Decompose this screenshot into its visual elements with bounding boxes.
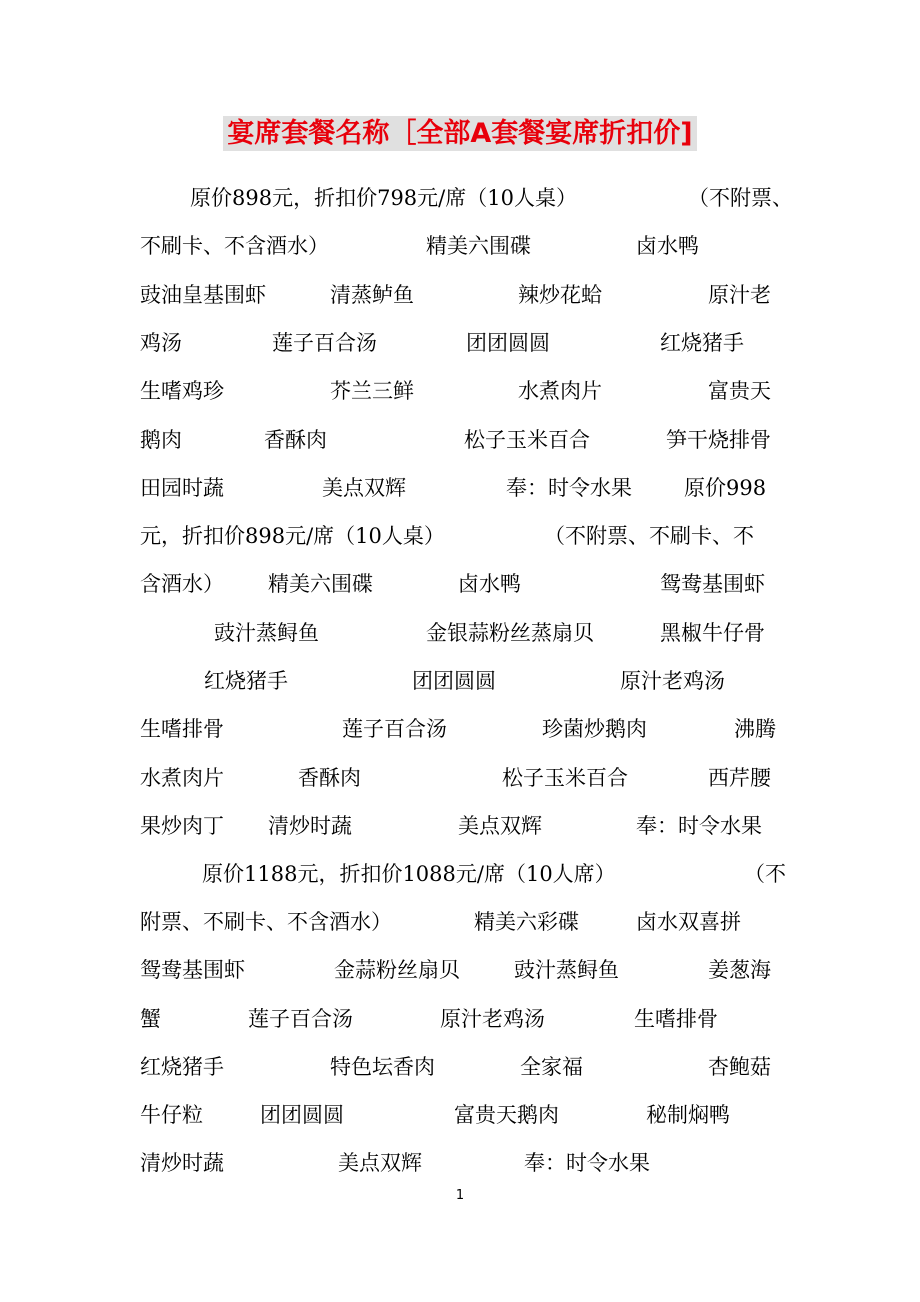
text-segment: 原汁老 xyxy=(708,283,771,307)
text-segment: 美点双辉 xyxy=(322,476,406,500)
text-line xyxy=(0,416,920,464)
text-segment: 金银蒜粉丝蒸扇贝 xyxy=(426,621,594,645)
text-line xyxy=(0,464,920,512)
text-line xyxy=(0,1139,920,1187)
text-line xyxy=(0,512,920,560)
text-line xyxy=(0,222,920,270)
text-segment: 田园时蔬 xyxy=(140,476,224,500)
text-segment: 团团圆圆 xyxy=(260,1103,344,1127)
text-segment: （不附票、不刷卡、不 xyxy=(544,524,754,548)
text-segment: 豉汁蒸鲟鱼 xyxy=(514,958,619,982)
text-segment: 生嗜排骨 xyxy=(140,717,224,741)
text-segment: 清炒时蔬 xyxy=(140,1151,224,1175)
text-segment: 鸳鸯基围虾 xyxy=(660,572,765,596)
text-segment: 蟹 xyxy=(140,1007,161,1031)
text-segment: 香酥肉 xyxy=(264,428,327,452)
text-segment: 元，折扣价898元/席（10人桌） xyxy=(140,524,445,548)
text-segment: 西芹腰 xyxy=(708,766,771,790)
text-segment: 生嗜排骨 xyxy=(634,1007,718,1031)
text-segment: 原汁老鸡汤 xyxy=(440,1007,545,1031)
text-segment: 奉：时令水果 xyxy=(506,476,632,500)
text-segment: 富贵天鹅肉 xyxy=(454,1103,559,1127)
text-line xyxy=(0,754,920,802)
text-segment: 奉：时令水果 xyxy=(636,814,762,838)
text-segment: 鸳鸯基围虾 xyxy=(140,958,245,982)
text-segment: 松子玉米百合 xyxy=(464,428,590,452)
text-segment: 奉：时令水果 xyxy=(524,1151,650,1175)
text-line xyxy=(0,271,920,319)
text-segment: 金蒜粉丝扇贝 xyxy=(334,958,460,982)
text-segment: 清蒸鲈鱼 xyxy=(330,283,414,307)
text-line xyxy=(0,367,920,415)
text-segment: 芥兰三鲜 xyxy=(330,379,414,403)
text-segment: 鹅肉 xyxy=(140,428,182,452)
text-segment: 清炒时蔬 xyxy=(268,814,352,838)
text-segment: 水煮肉片 xyxy=(140,766,224,790)
text-segment: 豉汁蒸鲟鱼 xyxy=(214,621,319,645)
text-segment: 秘制焖鸭 xyxy=(646,1103,730,1127)
text-line xyxy=(0,174,920,222)
text-segment: 含酒水） xyxy=(140,572,224,596)
text-segment: 卤水鸭 xyxy=(636,234,699,258)
text-segment: 生嗜鸡珍 xyxy=(140,379,224,403)
text-line xyxy=(0,995,920,1043)
text-line xyxy=(0,946,920,994)
text-segment: 卤水双喜拼 xyxy=(636,910,741,934)
text-line xyxy=(0,609,920,657)
text-line xyxy=(0,705,920,753)
text-segment: 原价998 xyxy=(684,476,767,500)
text-segment: 莲子百合汤 xyxy=(248,1007,353,1031)
text-segment: 果炒肉丁 xyxy=(140,814,224,838)
text-segment: 豉油皇基围虾 xyxy=(140,283,266,307)
title-text: 宴席套餐名称［全部A套餐宴席折扣价] xyxy=(223,116,696,151)
text-segment: 姜葱海 xyxy=(708,958,771,982)
text-line xyxy=(0,1043,920,1091)
text-segment: 原价898元，折扣价798元/席（10人桌） xyxy=(190,186,577,210)
text-line xyxy=(0,560,920,608)
text-segment: 美点双辉 xyxy=(338,1151,422,1175)
text-segment: 团团圆圆 xyxy=(412,669,496,693)
text-line xyxy=(0,657,920,705)
text-segment: 莲子百合汤 xyxy=(342,717,447,741)
text-segment: 沸腾 xyxy=(734,717,776,741)
text-line xyxy=(0,1091,920,1139)
text-segment: 附票、不刷卡、不含酒水） xyxy=(140,910,392,934)
text-segment: （不 xyxy=(744,862,786,886)
text-segment: 全家福 xyxy=(520,1055,583,1079)
text-segment: 杏鲍菇 xyxy=(708,1055,771,1079)
text-line xyxy=(0,898,920,946)
text-segment: 香酥肉 xyxy=(298,766,361,790)
text-segment: 富贵天 xyxy=(708,379,771,403)
text-segment: 精美六围碟 xyxy=(268,572,373,596)
text-line xyxy=(0,319,920,367)
text-segment: 特色坛香肉 xyxy=(330,1055,435,1079)
text-segment: 黑椒牛仔骨 xyxy=(660,621,765,645)
text-segment: 原价1188元，折扣价1088元/席（10人席） xyxy=(202,862,616,886)
text-segment: 精美六围碟 xyxy=(426,234,531,258)
text-segment: 卤水鸭 xyxy=(458,572,521,596)
text-segment: 辣炒花蛤 xyxy=(518,283,602,307)
text-segment: 团团圆圆 xyxy=(466,331,550,355)
text-line xyxy=(0,802,920,850)
text-segment: 美点双辉 xyxy=(458,814,542,838)
text-segment: 笋干烧排骨 xyxy=(666,428,771,452)
text-segment: 水煮肉片 xyxy=(518,379,602,403)
text-segment: 红烧猪手 xyxy=(204,669,288,693)
text-segment: （不附票、 xyxy=(688,186,793,210)
text-segment: 莲子百合汤 xyxy=(272,331,377,355)
text-segment: 红烧猪手 xyxy=(140,1055,224,1079)
text-segment: 牛仔粒 xyxy=(140,1103,203,1127)
text-segment: 鸡汤 xyxy=(140,331,182,355)
page-number: 1 xyxy=(455,1188,465,1203)
text-segment: 不刷卡、不含酒水） xyxy=(140,234,329,258)
text-segment: 珍菌炒鹅肉 xyxy=(542,717,647,741)
text-line xyxy=(0,850,920,898)
text-segment: 原汁老鸡汤 xyxy=(620,669,725,693)
text-segment: 红烧猪手 xyxy=(660,331,744,355)
document-title xyxy=(0,114,920,154)
text-segment: 精美六彩碟 xyxy=(474,910,579,934)
text-segment: 松子玉米百合 xyxy=(502,766,628,790)
